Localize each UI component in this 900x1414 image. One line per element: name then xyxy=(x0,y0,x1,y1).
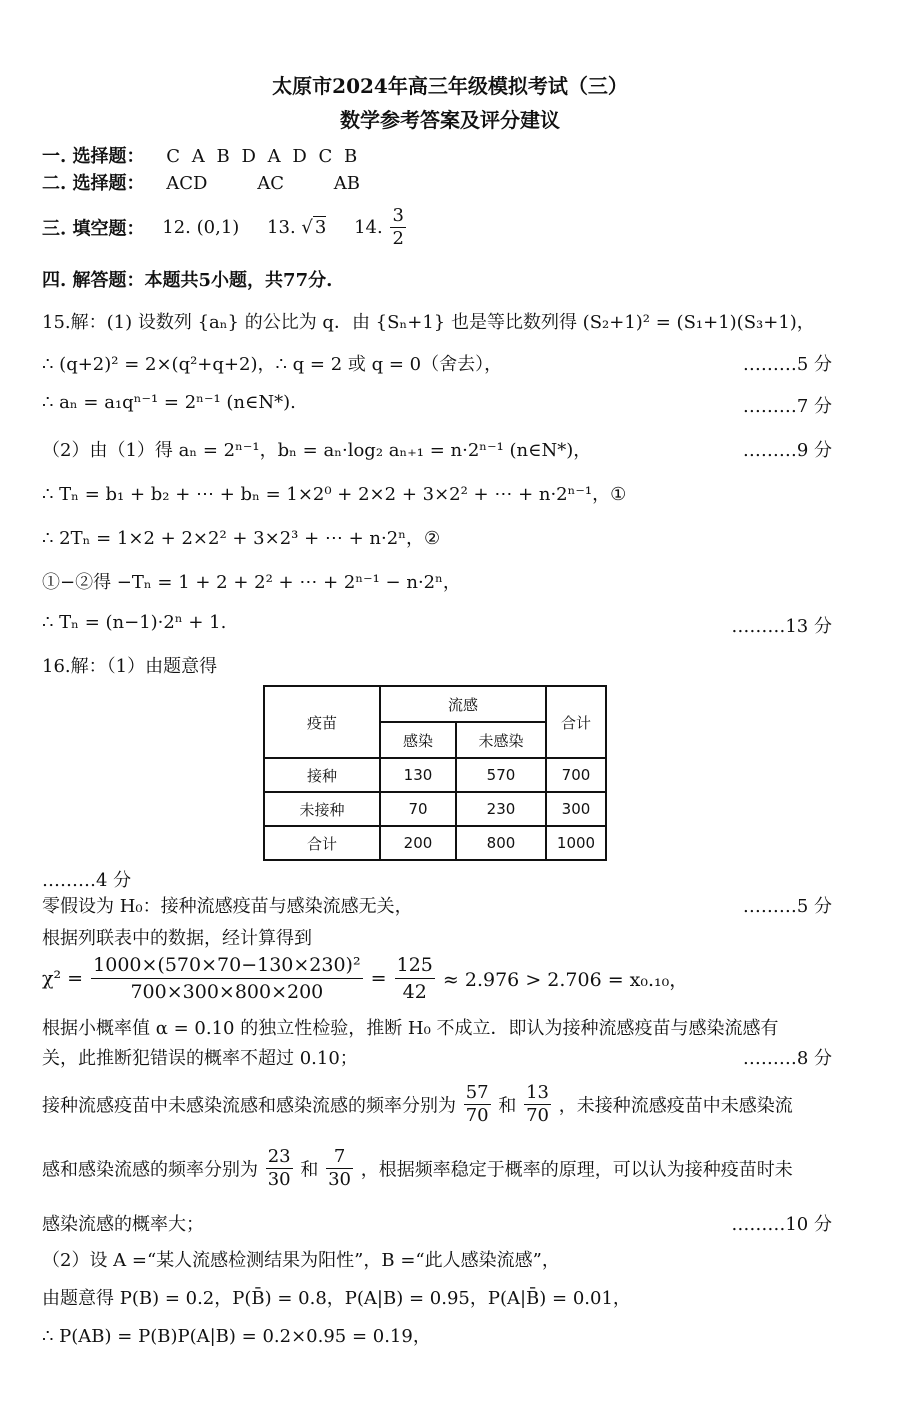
answer-9: ACD xyxy=(166,173,208,194)
contingency-table xyxy=(263,685,607,861)
table-row xyxy=(264,792,606,826)
p15-score-13: ………13 分 xyxy=(731,616,832,637)
answer-14-fraction: $\frac{3}{2}$ xyxy=(392,205,404,249)
table-group-header: 流感 xyxy=(380,686,546,722)
page-subtitle: 数学参考答案及评分建议 xyxy=(340,108,560,132)
p16-line-4: 根据小概率值 α = 0.10 的独立性检验，推断 H₀ 不成立．即认为接种流感疫苗与感染流感有 xyxy=(42,1018,779,1039)
p15-line-5: ∴ Tₙ = b₁ + b₂ + ⋯ + bₙ = 1×2⁰ + 2×2 + 3×2² + ⋯ + n·2ⁿ⁻¹，① xyxy=(42,484,627,505)
page-title: 太原市2024年高三年级模拟考试（三） xyxy=(272,74,628,98)
section-choice-2 xyxy=(42,169,360,195)
cell: 230 xyxy=(456,792,546,826)
p16-score-4: ………4 分 xyxy=(42,870,132,891)
p15-line-4: （2）由（1）得 aₙ = 2ⁿ⁻¹，bₙ = aₙ·log₂ aₙ₊₁ = n·2ⁿ⁻¹ (n∈N*)， xyxy=(42,440,592,461)
p15-score-9: ………9 分 xyxy=(742,440,832,461)
p16-line-6: 接种流感疫苗中未感染流感和感染流感的频率分别为 $\frac{57}{70}$ 和 $\frac{13}{70}$ ，未接种流感疫苗中未感染流 xyxy=(42,1082,793,1126)
answer-13-value: 3 xyxy=(314,217,327,238)
answer-13-label: 13. xyxy=(267,217,296,238)
p15-line-2: ∴ (q+2)² = 2×(q²+q+2)，∴ q = 2 或 q = 0（舍去）， xyxy=(42,354,503,375)
p16-score-5: ………5 分 xyxy=(742,896,832,917)
p16-line-9: （2）设 A =“某人流感检测结果为阳性”，B =“此人感染流感”， xyxy=(42,1250,560,1271)
cell: 200 xyxy=(380,826,456,860)
answer-12: 12. (0,1) xyxy=(162,217,240,238)
cell: 300 xyxy=(546,792,606,826)
chi-square-formula: χ² = $\frac{\text{1000×(570×70−130×230)²}}{700\times 300\times 800\times 200}$ = $\frac{125}{42}$ ≈ 2.976 > 2.706 = x₀.₁₀， xyxy=(42,954,689,1003)
p16-line-3: 根据列联表中的数据，经计算得到 xyxy=(42,928,312,949)
table-col-not-infected: 未感染 xyxy=(456,722,546,758)
section-label: 三. 填空题： xyxy=(42,218,145,240)
row-label: 合计 xyxy=(264,826,380,860)
cell: 800 xyxy=(456,826,546,860)
p15-line-1: 15.解：(1) 设数列 {aₙ} 的公比为 q．由 {Sₙ+1} 也是等比数列得 (S₂+1)² = (S₁+1)(S₃+1)， xyxy=(42,312,815,333)
freq-7-30: $\frac{7}{30}$ xyxy=(328,1146,352,1190)
p15-line-6: ∴ 2Tₙ = 1×2 + 2×2² + 3×2³ + ⋯ + n·2ⁿ，② xyxy=(42,528,441,549)
answer-10: AC xyxy=(257,173,284,194)
table-row xyxy=(264,758,606,792)
table-row-header: 疫苗 xyxy=(264,686,380,758)
section-label: 一. 选择题： xyxy=(42,146,145,167)
section-solutions: 四. 解答题：本题共5小题，共77分. xyxy=(42,270,333,291)
p15-line-8: ∴ Tₙ = (n−1)·2ⁿ + 1. xyxy=(42,612,227,633)
cell: 570 xyxy=(456,758,546,792)
section-fill-in: 三. 填空题： 12. (0,1) 13. √ 3 14. $\frac{3}{2}$ xyxy=(42,205,404,249)
freq-13-70: $\frac{13}{70}$ xyxy=(526,1082,550,1126)
p15-score-5: ………5 分 xyxy=(742,354,832,375)
p16-score-8: ………8 分 xyxy=(742,1048,832,1069)
p16-line-5: 关，此推断犯错误的概率不超过 0.10； xyxy=(42,1048,358,1069)
row-label: 未接种 xyxy=(264,792,380,826)
p15-score-7: ………7 分 xyxy=(742,396,832,417)
freq-23-30: $\frac{23}{30}$ xyxy=(267,1146,291,1190)
chi-fraction-1: $\frac{\text{1000×(570×70−130×230)²}}{700\times 300\times 800\times 200}$ xyxy=(93,954,361,1003)
p16-line-10: 由题意得 P(B) = 0.2，P(B̄) = 0.8，P(A|B) = 0.95，P(A|B̄) = 0.01， xyxy=(42,1288,631,1309)
cell: 1000 xyxy=(546,826,606,860)
section-choice-1 xyxy=(42,142,357,168)
table-row xyxy=(264,826,606,860)
p15-line-7: ①−②得 −Tₙ = 1 + 2 + 2² + ⋯ + 2ⁿ⁻¹ − n·2ⁿ， xyxy=(42,572,461,593)
p16-score-10: ………10 分 xyxy=(731,1214,832,1235)
p15-line-3: ∴ aₙ = a₁qⁿ⁻¹ = 2ⁿ⁻¹ (n∈N*). xyxy=(42,392,296,413)
table-col-total: 合计 xyxy=(546,686,606,758)
section-label: 二. 选择题： xyxy=(42,173,145,194)
answer-14-label: 14. xyxy=(354,217,383,238)
cell: 700 xyxy=(546,758,606,792)
p16-line-7: 感和感染流感的频率分别为 $\frac{23}{30}$ 和 $\frac{7}{30}$ ，根据频率稳定于概率的原理，可以认为接种疫苗时未 xyxy=(42,1146,793,1190)
answers: C A B D A D C B xyxy=(166,146,358,167)
p16-line-2: 零假设为 H₀：接种流感疫苗与感染流感无关， xyxy=(42,896,413,917)
table-col-infected: 感染 xyxy=(380,722,456,758)
chi-fraction-2: $\frac{125}{42}$ xyxy=(396,954,433,1003)
cell: 70 xyxy=(380,792,456,826)
freq-57-70: $\frac{57}{70}$ xyxy=(465,1082,489,1126)
p16-line-1: 16.解：（1）由题意得 xyxy=(42,656,218,677)
p16-line-11: ∴ P(AB) = P(B)P(A|B) = 0.2×0.95 = 0.19， xyxy=(42,1326,431,1347)
cell: 130 xyxy=(380,758,456,792)
row-label: 接种 xyxy=(264,758,380,792)
answer-11: AB xyxy=(333,173,360,194)
p16-line-8: 感染流感的概率大； xyxy=(42,1214,204,1235)
